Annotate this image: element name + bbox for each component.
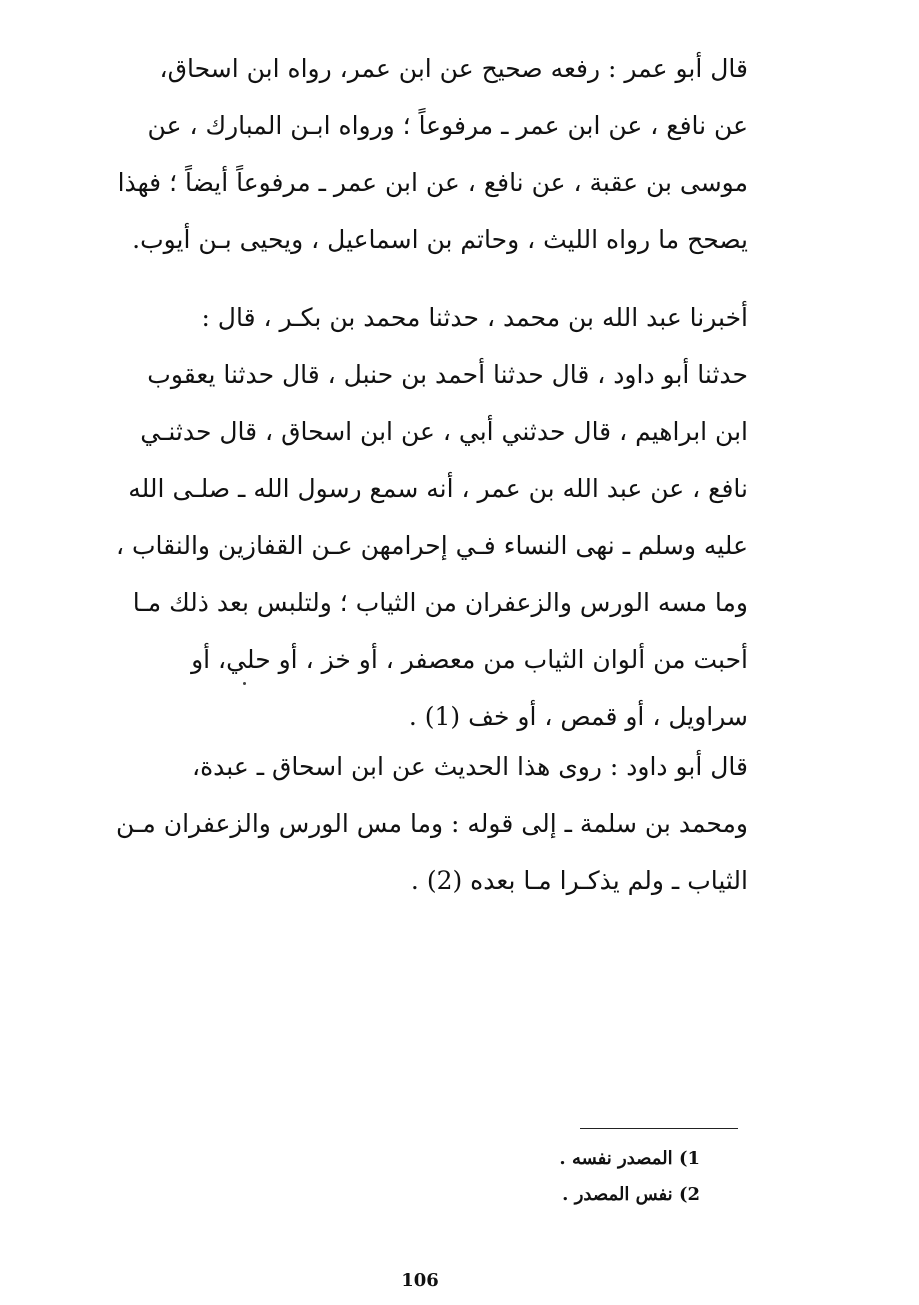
paragraph-line: ومحمد بن سلمة ـ إلى قوله : وما مس الورس والزعفران مـن xyxy=(116,809,748,838)
paragraph-line: عليه وسلم ـ نهى النساء فـي إحرامهن عـن القفازين والنقاب ، xyxy=(115,531,748,560)
paragraph-line: موسى بن عقبة ، عن نافع ، عن ابن عمر ـ مرفوعاً أيضاً ؛ فهذا xyxy=(117,168,748,197)
paragraph-line: قال أبو داود : روى هذا الحديث عن ابن اسحاق ـ عبدة، xyxy=(192,752,748,781)
scan-speck xyxy=(243,682,246,685)
paragraph-line: نافع ، عن عبد الله بن عمر ، أنه سمع رسول الله ـ صلـى الله xyxy=(128,474,748,503)
paragraph-line: الثياب ـ ولم يذكـرا مـا بعده (2) . xyxy=(410,866,748,895)
paragraph-line: حدثنا أبو داود ، قال حدثنا أحمد بن حنبل ، قال حدثنا يعقوب xyxy=(147,360,748,389)
paragraph-line: أحبت من ألوان الثياب من معصفر ، أو خز ، أو حلي، أو xyxy=(191,645,748,674)
page-number: 106 xyxy=(401,1270,439,1291)
footnotes xyxy=(420,1141,700,1213)
footnote-divider xyxy=(580,1128,738,1129)
paragraph-line: قال أبو عمر : رفعه صحيح عن ابن عمر، رواه ابن اسحاق، xyxy=(159,54,748,83)
paragraph-line: وما مسه الورس والزعفران من الثياب ؛ ولتلبس بعد ذلك مـا xyxy=(132,588,748,617)
footnote-1: 1) المصدر نفسه . xyxy=(559,1148,700,1169)
paragraph-line: يصحح ما رواه الليث ، وحاتم بن اسماعيل ، ويحيى بـن أيوب. xyxy=(132,225,748,254)
paragraph-2 xyxy=(105,289,748,745)
paragraph-line: ابن ابراهيم ، قال حدثني أبي ، عن ابن اسحاق ، قال حدثنـي xyxy=(140,417,748,446)
footnote-2: 2) نفس المصدر . xyxy=(562,1184,700,1205)
paragraph-line: سراويل ، أو قمص ، أو خف (1) . xyxy=(408,702,748,731)
paragraph-line: عن نافع ، عن ابن عمر ـ مرفوعاً ؛ ورواه ابـن المبارك ، عن xyxy=(147,111,748,140)
paragraph-3 xyxy=(105,738,748,909)
paragraph-line: أخبرنا عبد الله بن محمد ، حدثنا محمد بن بكـر ، قال : xyxy=(201,303,748,332)
paragraph-1 xyxy=(105,40,748,268)
